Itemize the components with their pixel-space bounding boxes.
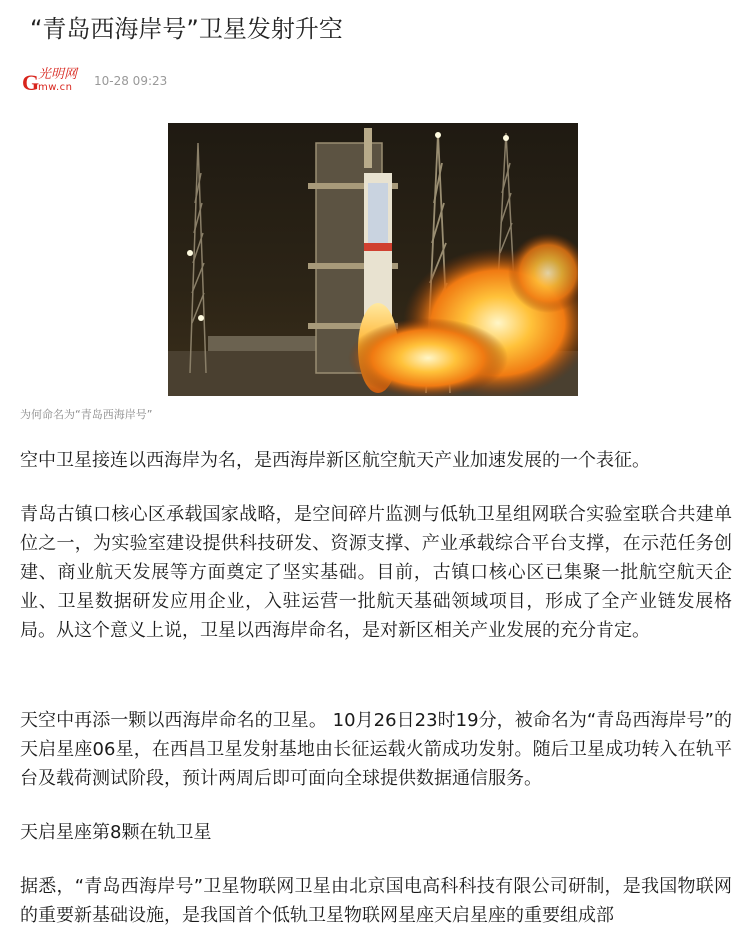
image-caption: 为何命名为“青岛西海岸号” xyxy=(20,408,153,421)
publish-time: 10-28 09:23 xyxy=(94,74,168,88)
logo-domain: mw.cn xyxy=(38,82,73,93)
rocket-launch-photo xyxy=(168,123,578,396)
paragraph: 青岛古镇口核心区承载国家战略，是空间碎片监测与低轨卫星组网联合实验室联合共建单位之一，为实验室建设提供科技研发、资源支撑、产业承载综合平台支撑，在示范任务创建、商业航天发展等方面奠定了坚实基础。目前，古镇口核心区已集聚一批航空航天企业、卫星数据研发应用企业，入驻运营一批航天基础领域项目，形成了全产业链发展格局。从这个意义上说，卫星以西海岸命名，是对新区相关产业发展的充分肯定。 xyxy=(20,504,732,641)
paragraph: 天空中再添一颗以西海岸命名的卫星。 10月26日23时19分，被命名为“青岛西海岸号”的天启星座06星，在西昌卫星发射基地由长征运载火箭成功发射。随后卫星成功转入在轨平台及载荷测试阶段，预计两周后即可面向全球提供数据通信服务。 xyxy=(20,710,732,789)
article-title: “青岛西海岸号”卫星发射升空 xyxy=(30,15,343,43)
paragraph: 据悉，“青岛西海岸号”卫星物联网卫星由北京国电高科科技有限公司研制，是我国物联网的重要新基础设施，是我国首个低轨卫星物联网星座天启星座的重要组成部 xyxy=(20,876,732,926)
section-subheading: 天启星座第8颗在轨卫星 xyxy=(20,822,212,843)
logo-script: 光明网 xyxy=(38,67,78,82)
gmw-logo[interactable] xyxy=(22,66,86,96)
logo-mark: G xyxy=(22,70,40,95)
paragraph: 空中卫星接连以西海岸为名，是西海岸新区航空航天产业加速发展的一个表征。 xyxy=(20,450,650,471)
article-meta xyxy=(22,64,167,98)
